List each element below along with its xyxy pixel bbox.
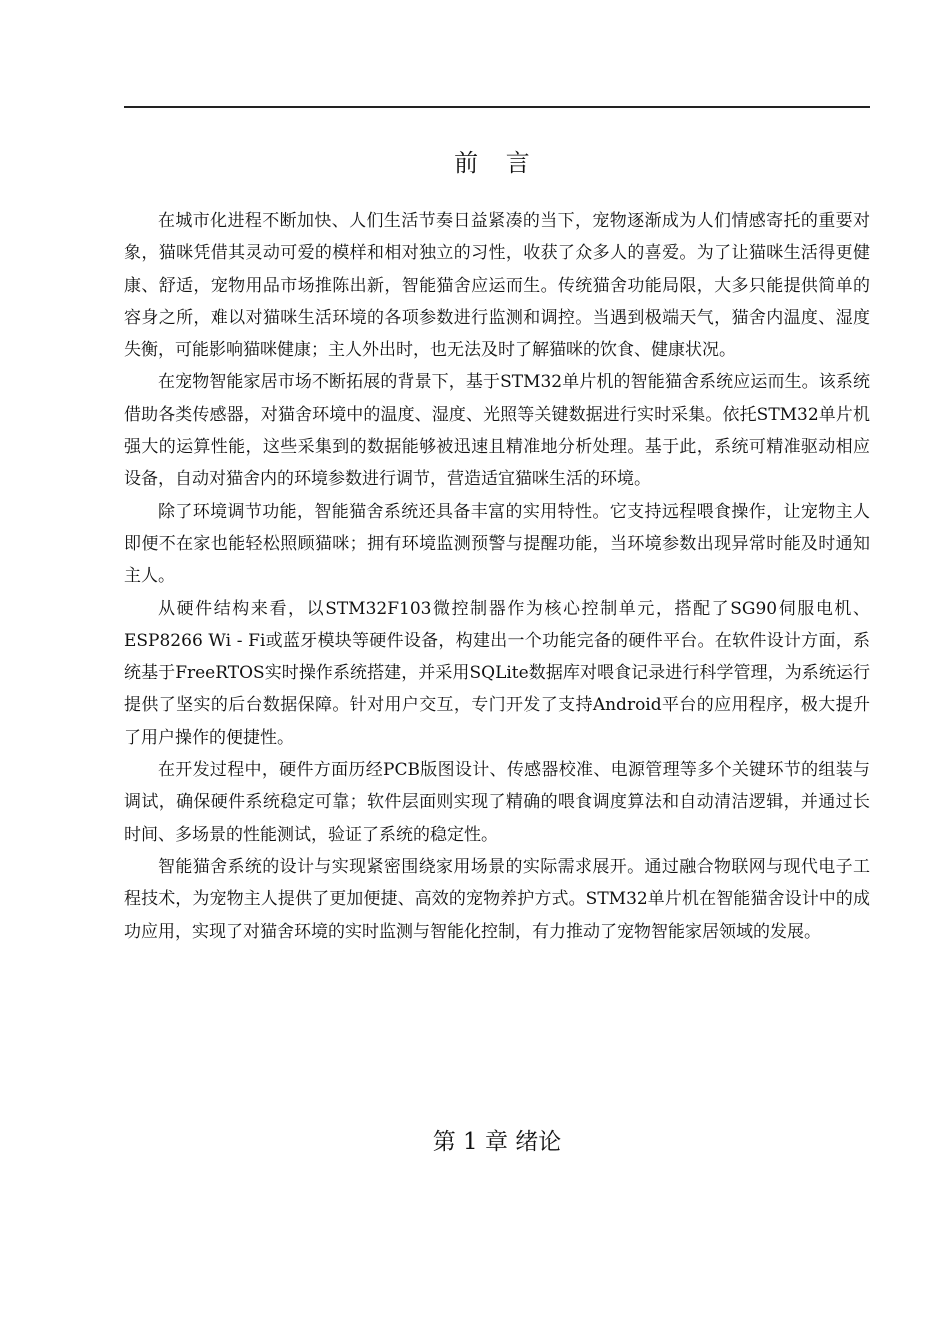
paragraph: 智能猫舍系统的设计与实现紧密围绕家用场景的实际需求展开。通过融合物联网与现代电子工程技术，为宠物主人提供了更加便捷、高效的宠物养护方式。STM32单片机在智能猫舍设计中的成功应用，实现了对猫舍环境的实时监测与智能化控制，有力推动了宠物智能家居领域的发展。 — [124, 856, 870, 942]
header-rule — [124, 106, 870, 108]
paragraph: 在开发过程中，硬件方面历经PCB版图设计、传感器校准、电源管理等多个关键环节的组装与调试，确保硬件系统稳定可靠；软件层面则实现了精确的喂食调度算法和自动清洁逻辑，并通过长时间、多场景的性能测试，验证了系统的稳定性。 — [124, 760, 870, 845]
preface-title: 前 言 — [454, 149, 540, 177]
preface-body — [124, 205, 870, 948]
paragraph: 在宠物智能家居市场不断拓展的背景下，基于STM32单片机的智能猫舍系统应运而生。该系统借助各类传感器，对猫舍环境中的温度、湿度、光照等关键数据进行实时采集。依托STM32单片机强大的运算性能，这些采集到的数据能够被迅速且精准地分析处理。基于此，系统可精准驱动相应设备，自动对猫舍内的环境参数进行调节，营造适宜猫咪生活的环境。 — [124, 372, 870, 490]
chapter-title: 第 1 章 绪论 — [432, 1129, 562, 1155]
paragraph: 除了环境调节功能，智能猫舍系统还具备丰富的实用特性。它支持远程喂食操作，让宠物主人即便不在家也能轻松照顾猫咪；拥有环境监测预警与提醒功能，当环境参数出现异常时能及时通知主人。 — [124, 501, 870, 587]
paragraph: 从硬件结构来看，以STM32F103微控制器作为核心控制单元，搭配了SG90伺服电机、ESP8266 Wi - Fi或蓝牙模块等硬件设备，构建出一个功能完备的硬件平台。在软件设计方面，系统基于FreeRTOS实时操作系统搭建，并采用SQLite数据库对喂食记录进行科学管理，为系统运行提供了坚实的后台数据保障。针对用户交互，专门开发了支持Android平台的应用程序，极大提升了用户操作的便捷性。 — [124, 598, 870, 748]
paragraph: 在城市化进程不断加快、人们生活节奏日益紧凑的当下，宠物逐渐成为人们情感寄托的重要对象，猫咪凭借其灵动可爱的模样和相对独立的习性，收获了众多人的喜爱。为了让猫咪生活得更健康、舒适，宠物用品市场推陈出新，智能猫舍应运而生。传统猫舍功能局限，大多只能提供简单的容身之所，难以对猫咪生活环境的各项参数进行监测和调控。当遇到极端天气，猫舍内温度、湿度失衡，可能影响猫咪健康；主人外出时，也无法及时了解猫咪的饮食、健康状况。 — [124, 211, 870, 361]
